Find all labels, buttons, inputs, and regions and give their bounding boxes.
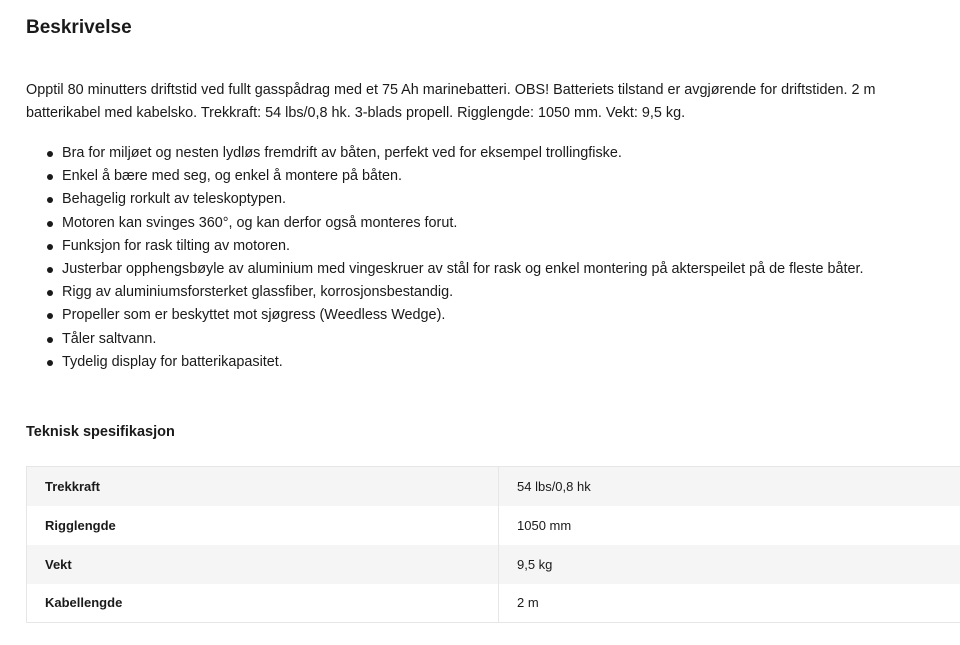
- list-item: Funksjon for rask tilting av motoren.: [26, 235, 864, 258]
- list-item: Tåler saltvann.: [26, 328, 864, 351]
- spec-table: [26, 466, 960, 623]
- list-item: Behagelig rorkult av teleskoptypen.: [26, 188, 864, 211]
- description-heading: Beskrivelse: [26, 17, 132, 38]
- table-row: [27, 467, 960, 506]
- table-row: [27, 584, 960, 623]
- list-item: Bra for miljøet og nesten lydløs fremdrift av båten, perfekt ved for eksempel trollingfiske.: [26, 142, 864, 165]
- spec-key: Rigglengde: [27, 506, 499, 545]
- list-item: Rigg av aluminiumsforsterket glassfiber, korrosjonsbestandig.: [26, 281, 864, 304]
- spec-key: Trekkraft: [27, 467, 499, 506]
- feature-list: [26, 142, 864, 374]
- spec-heading: Teknisk spesifikasjon: [26, 424, 175, 440]
- list-item: Motoren kan svinges 360°, og kan derfor også monteres forut.: [26, 212, 864, 235]
- table-row: [27, 545, 960, 584]
- table-row: [27, 506, 960, 545]
- spec-value: 9,5 kg: [517, 556, 553, 572]
- spec-key: Vekt: [27, 545, 499, 584]
- spec-value: 54 lbs/0,8 hk: [517, 478, 591, 494]
- description-intro: Opptil 80 minutters driftstid ved fullt gasspådrag med et 75 Ah marinebatteri. OBS! Batteriets tilstand er avgjørende for driftstiden. 2 m batterikabel med kabelsko. Trekkraft: 54 lbs/0,8 hk. 3-blads propell. Rigglengde: 1050 mm. Vekt: 9,5 kg.: [26, 82, 876, 121]
- spec-value: 2 m: [517, 595, 539, 611]
- list-item: Justerbar opphengsbøyle av aluminium med vingeskruer av stål for rask og enkel montering på akterspeilet på de fleste båter.: [26, 258, 864, 281]
- list-item: Tydelig display for batterikapasitet.: [26, 351, 864, 374]
- list-item: Propeller som er beskyttet mot sjøgress (Weedless Wedge).: [26, 304, 864, 327]
- list-item: Enkel å bære med seg, og enkel å montere på båten.: [26, 165, 864, 188]
- spec-value: 1050 mm: [517, 517, 572, 533]
- spec-key: Kabellengde: [27, 584, 499, 623]
